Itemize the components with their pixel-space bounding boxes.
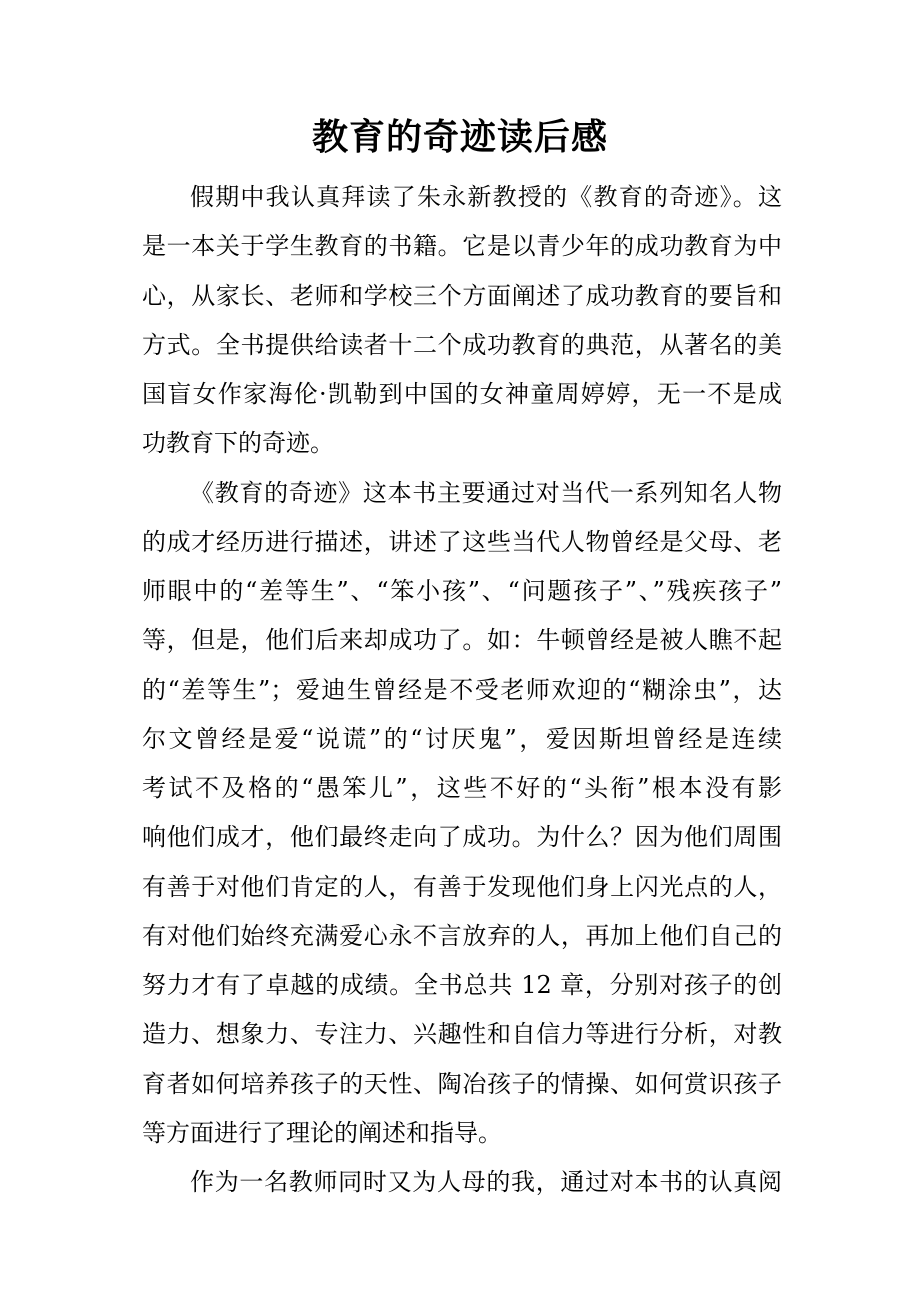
text-line: 《教育的奇迹》这本书主要通过对当代一系列知名人物 [190,478,782,507]
text-line: 的“差等生”；爱迪生曾经是不受老师欢迎的“糊涂虫”，达 [142,675,782,704]
text-line: 方式。全书提供给读者十二个成功教育的典范，从著名的美 [142,330,782,359]
text-line: 育者如何培养孩子的天性、陶冶孩子的情操、如何赏识孩子 [142,1069,782,1098]
text-line: 假期中我认真拜读了朱永新教授的《教育的奇迹》。这 [190,183,782,211]
text-line: 有善于对他们肯定的人，有善于发现他们身上闪光点的人， [142,872,782,901]
text-line: 是一本关于学生教育的书籍。它是以青少年的成功教育为中 [142,232,782,261]
text-line: 等方面进行了理论的阐述和指导。 [142,1118,502,1147]
document-body [142,173,782,1207]
text-line: 师眼中的“差等生”、“笨小孩”、“问题孩子”、”残疾孩子” [142,577,782,605]
text-line: 功教育下的奇迹。 [142,429,334,458]
text-line: 造力、想象力、专注力、兴趣性和自信力等进行分析，对教 [142,1020,782,1049]
text-line: 响他们成才，他们最终走向了成功。为什么？因为他们周围 [142,823,782,852]
text-line: 尔文曾经是爱“说谎”的“讨厌鬼”，爱因斯坦曾经是连续 [142,724,782,753]
text-line: 心，从家长、老师和学校三个方面阐述了成功教育的要旨和 [142,281,782,310]
text-line: 考试不及格的“愚笨儿”，这些不好的“头衔”根本没有影 [142,774,782,802]
document-title: 教育的奇迹读后感 [311,116,608,158]
text-line: 作为一名教师同时又为人母的我，通过对本书的认真阅 [190,1168,782,1196]
text-line: 等，但是，他们后来却成功了。如：牛顿曾经是被人瞧不起 [142,626,782,655]
text-line: 有对他们始终充满爱心永不言放弃的人，再加上他们自己的 [142,921,782,950]
text-line: 国盲女作家海伦·凯勒到中国的女神童周婷婷，无一不是成 [142,380,782,408]
text-line: 努力才有了卓越的成绩。全书总共 12 章，分别对孩子的创 [142,971,782,999]
text-line: 的成才经历进行描述，讲述了这些当代人物曾经是父母、老 [142,527,782,556]
